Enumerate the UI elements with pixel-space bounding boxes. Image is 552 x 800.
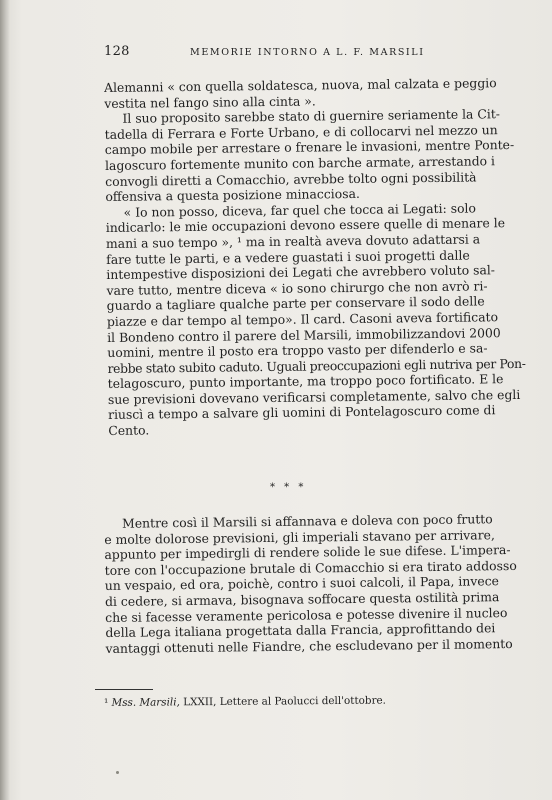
text-line: appunto per impedirgli di rendere solide le sue difese. L'impera-: [104, 542, 511, 563]
paper-speck: [116, 771, 119, 774]
text-line: di cedere, si armava, bisognava soffocare questa ostilità prima: [104, 589, 500, 609]
text-line: indicarlo: le mie occupazioni devono essere quelle di menare le: [105, 215, 506, 236]
text-line: mani a suo tempo », ¹ ma in realtà aveva dovuto adattarsi a: [105, 231, 481, 251]
text-line: convogli diretti a Comacchio, avrebbe tolto ogni possibilità: [105, 169, 477, 189]
text-line: riuscì a tempo a salvare gli uomini di Pontelagoscuro come di: [108, 402, 496, 423]
text-line: vantaggi ottenuti nelle Fiandre, che escludevano per il momento: [105, 635, 513, 656]
text-line: tadella di Ferrara e Forte Urbano, e di collocarvi nel mezzo un: [104, 121, 498, 142]
page-header: [104, 44, 494, 64]
section-separator: * * *: [270, 482, 307, 493]
text-line: vestita nel fango sino alla cinta ».: [104, 93, 316, 111]
text-line: rebbe stato subito caduto. Uguali preoccupazioni egli nutriva per Pon-: [107, 355, 526, 376]
text-line: che si facesse veramente pericolosa e potesse divenire il nucleo: [105, 604, 508, 625]
footnote-text: LXXII, Lettere al Paolucci dell'ottobre.: [183, 694, 387, 709]
text-line: piazze e dar tempo al tempo». Il card. Casoni aveva fortificato: [106, 309, 499, 329]
text-line: fare tutte le parti, e a vedere guastati i suoi progetti dalle: [106, 247, 470, 267]
text-line: Alemanni « con quella soldatesca, nuova, mal calzata e peggio: [104, 75, 497, 95]
text-line: guardo a tagliare qualche parte per conservare il sodo delle: [106, 293, 485, 314]
book-gutter-shadow: [0, 0, 10, 800]
text-line: Mentre così il Marsili si affannava e doleva con poco frutto: [121, 511, 493, 531]
text-line: Cento.: [108, 422, 150, 439]
text-line: « Io non posso, diceva, far quel che tocca ai Legati: solo: [123, 200, 477, 220]
footnote-marker: ¹: [104, 696, 109, 709]
text-line: telagoscuro, punto importante, ma troppo poco fortificato. E le: [107, 371, 504, 392]
text-line: della Lega italiana progettata dalla Francia, approfittando dei: [105, 620, 496, 641]
text-line: offensiva a questa posizione minacciosa.: [105, 186, 360, 205]
footnote: [104, 694, 494, 710]
footnote-source: Mss. Marsili,: [111, 696, 180, 709]
text-line: un vespaio, ed ora, poichè, contro i suoi calcoli, il Papa, invece: [104, 573, 500, 594]
footnote-divider: [95, 689, 153, 690]
body-text-section-1: [104, 75, 526, 439]
text-line: e molte dolorose previsioni, gli imperiali stavano per arrivare,: [104, 526, 495, 547]
text-line: Il suo proposito sarebbe stato di guernire seriamente la Cit-: [122, 106, 501, 126]
text-line: vare tutto, mentre diceva « io sono chirurgo che non avrò ri-: [106, 278, 488, 298]
page-number: 128: [104, 44, 130, 59]
text-line: lagoscuro fortemente munito con barche armate, arrestando i: [104, 153, 496, 173]
text-line: il Bondeno contro il parere del Marsili, immobilizzandovi 2000: [107, 324, 501, 345]
text-line: uomini, mentre il posto era troppo vasto per difenderlo e sa-: [107, 340, 488, 361]
text-line: tore con l'occupazione brutale di Comacchio si era tirato addosso: [104, 557, 517, 578]
text-line: intempestive disposizioni dei Legati che avrebbero voluto sal-: [106, 262, 496, 283]
body-text-section-2: [104, 511, 517, 656]
running-title: MEMORIE INTORNO A L. F. MARSILI: [190, 47, 425, 58]
text-line: sue previsioni dovevano verificarsi completamente, salvo che egli: [107, 386, 521, 407]
text-line: campo mobile per arrestare o frenare le invasioni, mentre Ponte-: [104, 137, 515, 158]
